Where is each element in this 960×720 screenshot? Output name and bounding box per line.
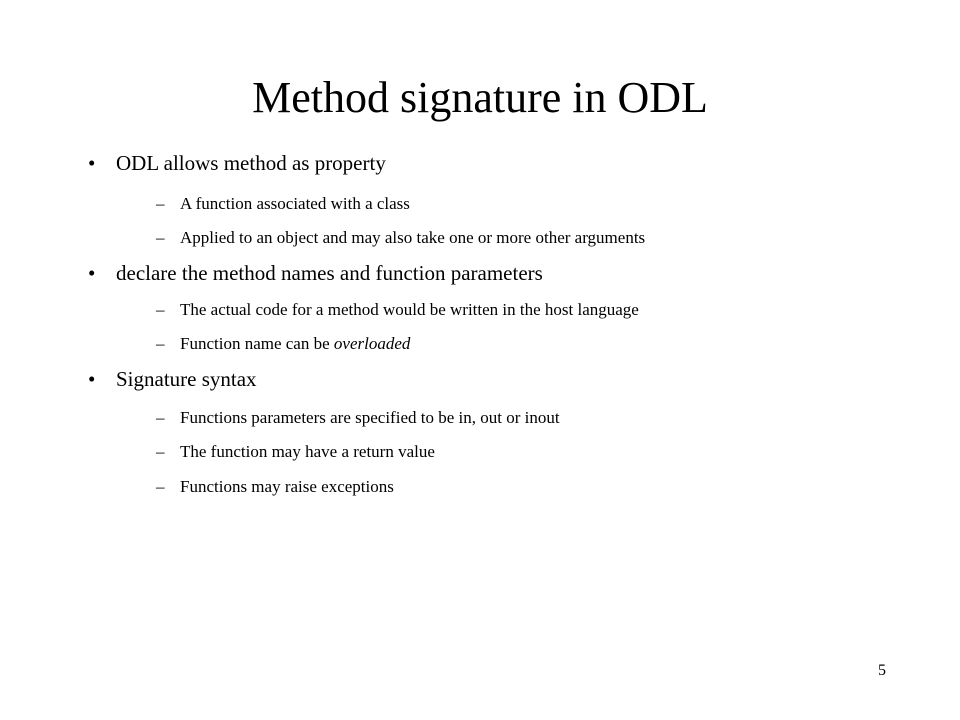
sub-bullet-item	[156, 193, 410, 215]
sub-bullet-text: The actual code for a method would be written in the host language	[180, 300, 639, 319]
page-number: 5	[878, 662, 886, 679]
bullet-text: declare the method names and function parameters	[116, 261, 543, 285]
dash-icon: –	[156, 442, 165, 461]
dash-icon: –	[156, 194, 165, 213]
bullet-icon: •	[88, 261, 96, 285]
sub-bullet-text: Function name can be	[180, 334, 334, 353]
sub-bullet-item	[156, 476, 394, 498]
sub-bullet-item	[156, 299, 639, 321]
bullet-text: ODL allows method as property	[116, 151, 386, 175]
sub-bullet-text: Applied to an object and may also take one or more other arguments	[180, 228, 646, 247]
emphasis-text: overloaded	[333, 334, 411, 353]
sub-bullet-item	[156, 407, 560, 429]
sub-bullet-text: Functions parameters are specified to be in, out or inout	[180, 408, 560, 427]
sub-bullet-item	[156, 227, 645, 249]
sub-bullet-text: A function associated with a class	[180, 194, 410, 213]
dash-icon: –	[156, 228, 165, 247]
bullet-item	[88, 150, 386, 176]
sub-bullet-item	[156, 333, 410, 355]
sub-bullet-text: Functions may raise exceptions	[180, 477, 394, 496]
sub-bullet-item	[156, 441, 435, 463]
bullet-text: Signature syntax	[116, 367, 257, 391]
dash-icon: –	[156, 300, 165, 319]
dash-icon: –	[156, 408, 165, 427]
slide-title: Method signature in ODL	[252, 73, 708, 122]
bullet-item	[88, 260, 543, 286]
bullet-icon: •	[88, 367, 96, 391]
dash-icon: –	[156, 477, 165, 496]
sub-bullet-text: The function may have a return value	[180, 442, 435, 461]
dash-icon: –	[156, 334, 165, 353]
bullet-item	[88, 366, 257, 392]
bullet-icon: •	[88, 151, 96, 175]
